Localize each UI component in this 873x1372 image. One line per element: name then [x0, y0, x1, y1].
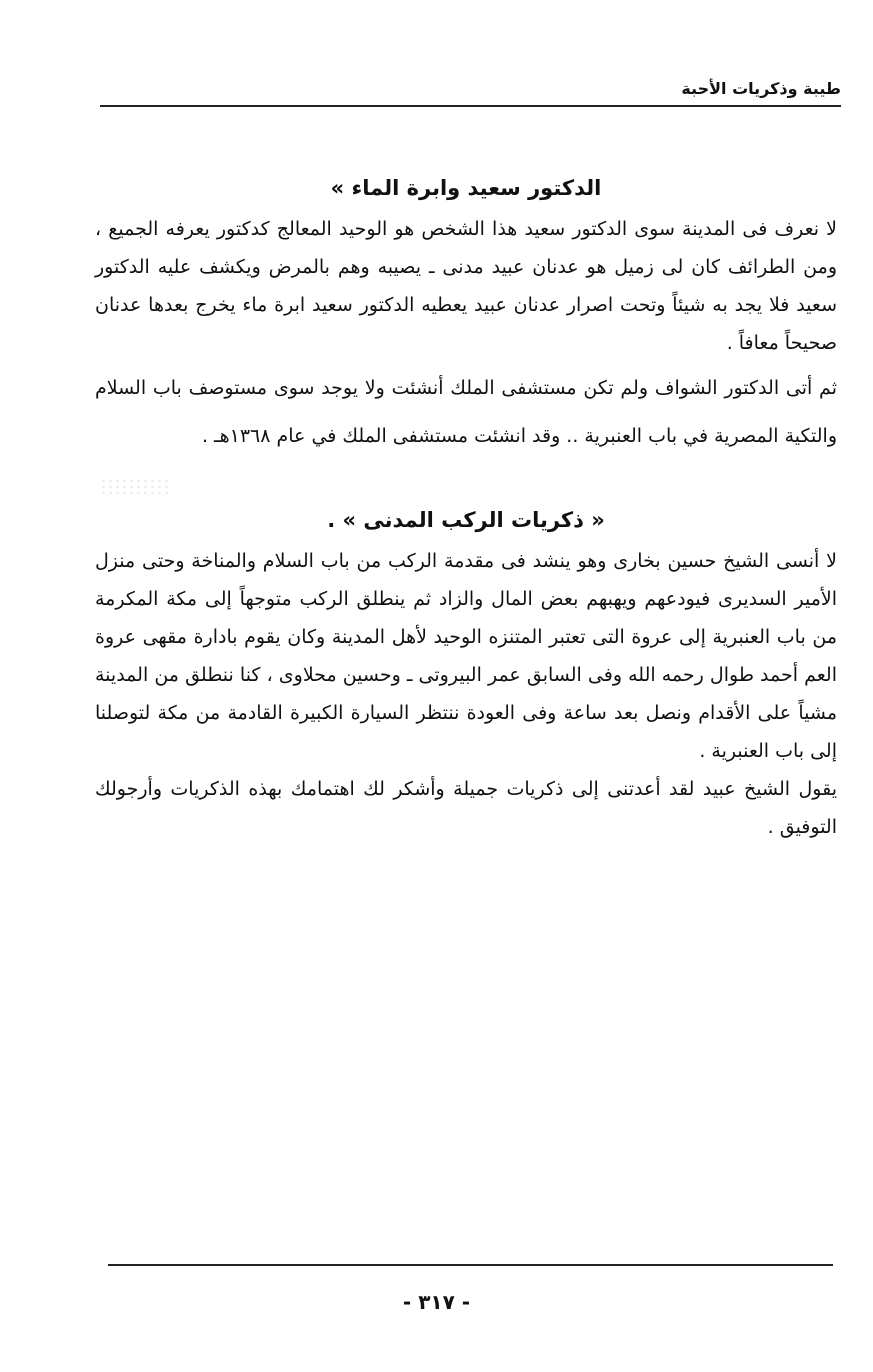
paragraph-rakb-journey: لا أنسى الشيخ حسين بخارى وهو ينشد فى مقدمة الركب من باب السلام والمناخة وحتى منزل الأمير السديرى فيودعهم ويهبهم بعض المال والزاد ثم ينطلق الركب متوجهاً إلى مكة المكرمة من باب العنبرية إلى عروة التى تعتبر المتنزه الوحيد لأهل المدينة وكان يقوم بادارة مقهى عروة العم أحمد طوال رحمه الله وفى السابق عمر البيروتى ـ وحسين محلاوى ، كنا ننطلق من المدينة مشياً على الأقدام ونصل بعد ساعة وفى العودة ننتظر السيارة الكبيرة القادمة من مكة لتوصلنا إلى باب العنبرية .	[95, 550, 837, 762]
page-body	[95, 170, 837, 846]
paragraph-doctor-shawaf: ثم أتى الدكتور الشواف ولم تكن مستشفى الملك أنشئت ولا يوجد سوى مستوصف باب السلام والتكية المصرية في باب العنبرية .. وقد انشئت مستشفى الملك في عام ١٣٦٨هـ .	[95, 377, 837, 447]
section-title-doctor-saeed: الدكتور سعيد وابرة الماء »	[330, 176, 602, 200]
footer-divider	[108, 1264, 833, 1266]
paragraph-doctor-saeed: لا نعرف فى المدينة سوى الدكتور سعيد هذا الشخص هو الوحيد المعالج كدكتور يعرفه الجميع ، ومن الطرائف كان لى زميل هو عدنان عبيد مدنى ـ يصيبه وهم بالمرض ويكشف عليه الدكتور سعيد فلا يجد به شيئاً وتحت اصرار عدنان عبيد يعطيه الدكتور سعيد ابرة ماء يخرج بعدها عدنان صحيحاً معافاً .	[95, 218, 837, 354]
running-header: طيبة وذكريات الأحبة	[681, 79, 841, 98]
page-number: - ٣١٧ -	[402, 1290, 471, 1314]
paragraph-sheikh-obaid: يقول الشيخ عبيد لقد أعدتنى إلى ذكريات جميلة وأشكر لك اهتمامك بهذه الذكريات وأرجولك التوفيق .	[95, 778, 837, 838]
section-title-rakb-memories: « ذكريات الركب المدنى » .	[327, 508, 605, 532]
scan-speckle	[100, 478, 170, 498]
header-divider	[100, 105, 841, 107]
